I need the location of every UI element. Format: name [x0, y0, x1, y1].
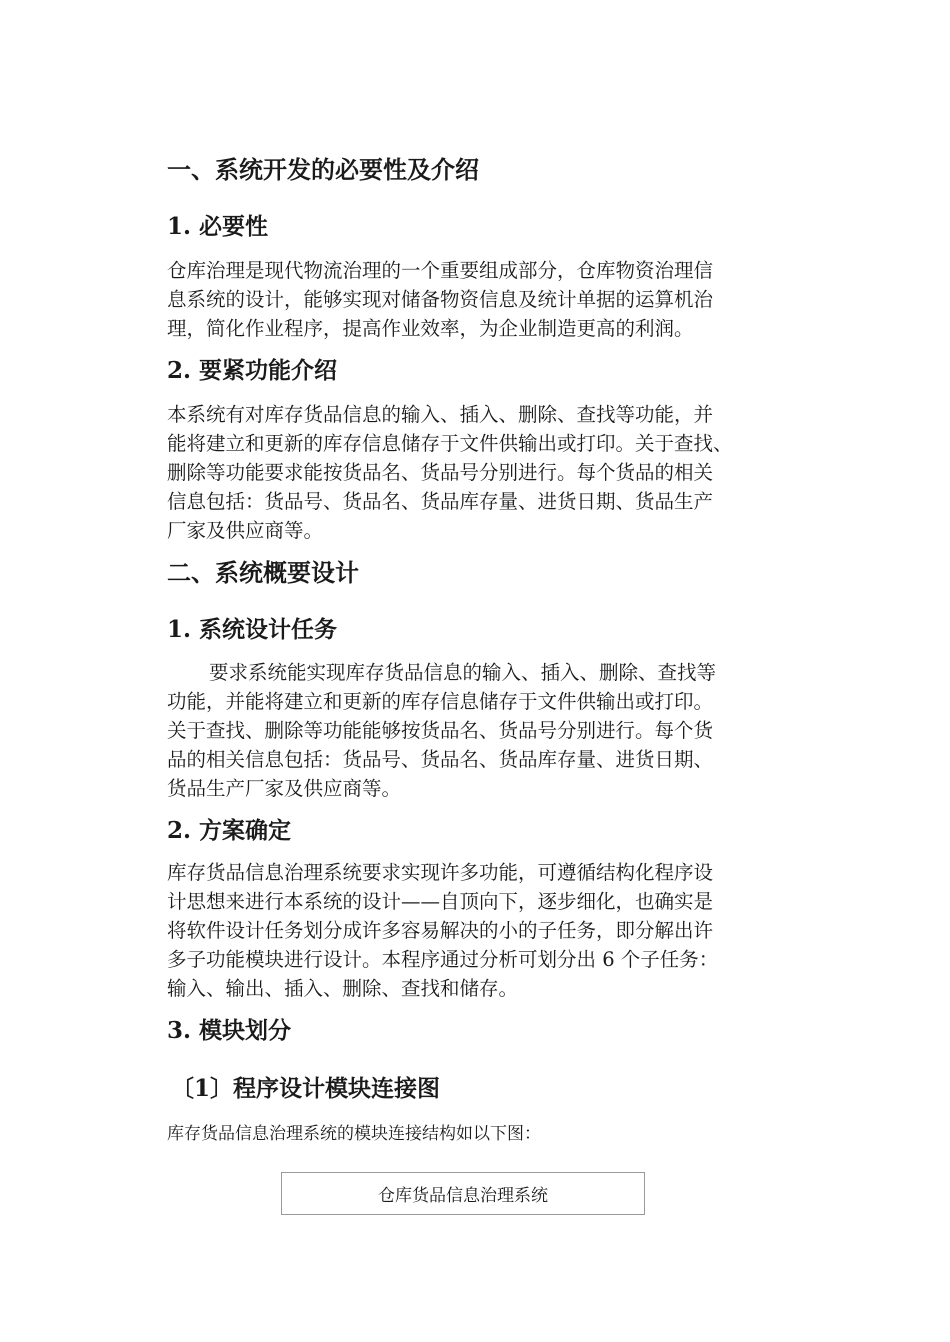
paragraph-line: 多子功能模块进行设计。本程序通过分析可划分出 6 个子任务：: [167, 948, 719, 971]
diagram-root-node: [281, 1172, 645, 1215]
diagram-root-label: 仓库货品信息治理系统: [378, 1186, 548, 1206]
paragraph-line: 关于查找、删除等功能能够按货品名、货品号分别进行。每个货: [167, 719, 714, 742]
paragraph-line: 品的相关信息包括：货品号、货品名、货品库存量、进货日期、: [167, 748, 714, 771]
paragraph-line: 要求系统能实现库存货品信息的输入、插入、删除、查找等: [209, 661, 717, 684]
paragraph-line: 仓库治理是现代物流治理的一个重要组成部分，仓库物资治理信: [167, 259, 714, 282]
design-task-paragraph: [167, 658, 716, 803]
paragraph-line: 货品生产厂家及供应商等。: [167, 777, 402, 800]
section-1-heading: 一、系统开发的必要性及介绍: [167, 155, 479, 184]
paragraph-line: 信息包括：货品号、货品名、货品库存量、进货日期、货品生产: [167, 490, 714, 513]
paragraph-line: 将软件设计任务划分成许多容易解决的小的子任务，即分解出许: [167, 919, 714, 942]
section-2-heading: 二、系统概要设计: [167, 558, 359, 587]
paragraph-line: 删除等功能要求能按货品名、货品号分别进行。每个货品的相关: [167, 461, 714, 484]
paragraph-line: 能将建立和更新的库存信息储存于文件供输出或打印。关于查找、: [167, 432, 733, 455]
necessity-paragraph: [167, 256, 713, 343]
paragraph-line: 厂家及供应商等。: [167, 519, 324, 542]
section-2-1-heading: 1. 系统设计任务: [167, 616, 338, 643]
section-2-3-1-heading: 〔1〕程序设计模块连接图: [171, 1075, 441, 1102]
paragraph-line: 库存货品信息治理系统要求实现许多功能，可遵循结构化程序设: [167, 861, 714, 884]
section-2-2-heading: 2. 方案确定: [167, 817, 292, 844]
diagram-caption: 库存货品信息治理系统的模块连接结构如以下图：: [167, 1124, 541, 1144]
section-1-2-heading: 2. 要紧功能介绍: [167, 357, 338, 384]
paragraph-line: 输入、输出、插入、删除、查找和储存。: [167, 977, 519, 1000]
paragraph-line: 理，简化作业程序，提高作业效率，为企业制造更高的利润。: [167, 317, 694, 340]
paragraph-line: 息系统的设计，能够实现对储备物资信息及统计单据的运算机治: [167, 288, 714, 311]
paragraph-line: 计思想来进行本系统的设计——自顶向下，逐步细化，也确实是: [167, 890, 714, 913]
section-2-3-heading: 3. 模块划分: [167, 1017, 292, 1044]
section-1-1-heading: 1. 必要性: [167, 213, 269, 240]
paragraph-line: 功能，并能将建立和更新的库存信息储存于文件供输出或打印。: [167, 690, 714, 713]
paragraph-line: 本系统有对库存货品信息的输入、插入、删除、查找等功能，并: [167, 403, 714, 426]
features-paragraph: [167, 400, 733, 545]
plan-paragraph: [167, 858, 718, 1003]
